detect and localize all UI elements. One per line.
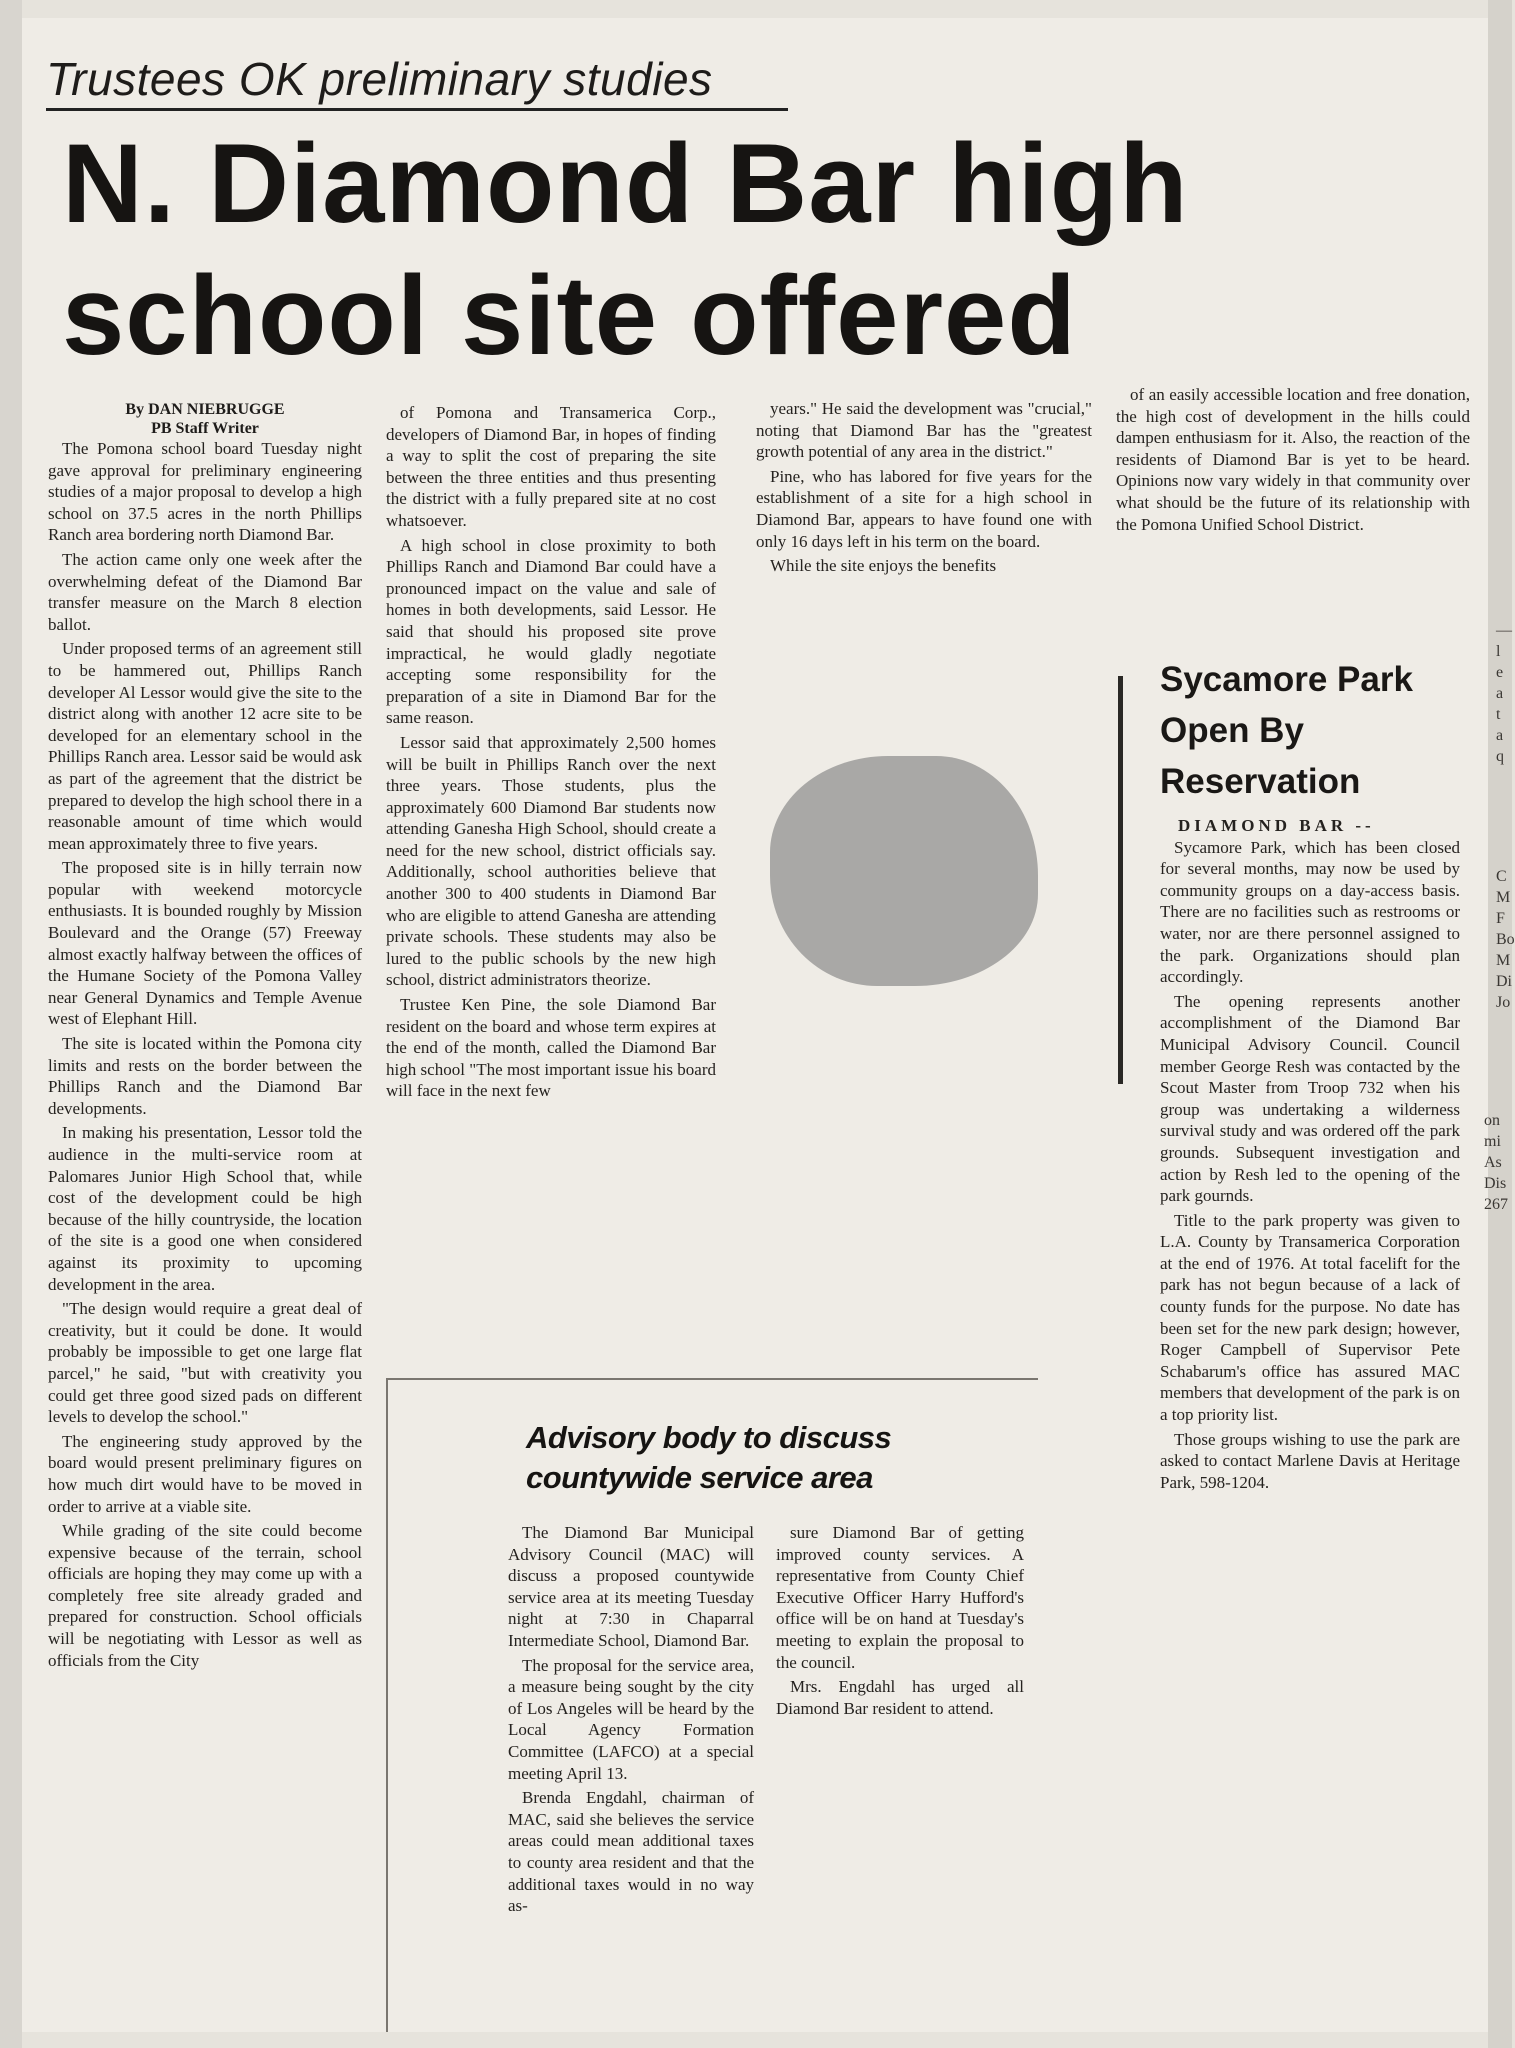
fragment-text: F [1496,910,1505,927]
adjacent-clipping-fragment-bottom [1484,1110,1508,1215]
main-story-paragraph: The site is located within the Pomona city limits and rests on the border between the Phillips Ranch and the Diamond Bar developments. [48,1034,362,1118]
headline-line-1: N. Diamond Bar high [62,121,1189,246]
byline [48,400,362,438]
sycamore-dateline: DIAMOND BAR -- [1178,816,1375,835]
advisory-paragraph: Mrs. Engdahl has urged all Diamond Bar resident to attend. [776,1677,1024,1718]
fragment-text: C [1496,868,1507,885]
fragment-text: q [1496,748,1504,765]
advisory-headline [526,1418,996,1498]
main-story-paragraph: Pine, who has labored for five years for the establishment of a site for a high school in Diamond Bar, appears to have found one with only 16 days left in his term on the board. [756,466,1092,551]
fragment-text: l [1496,643,1501,660]
redaction-smudge [770,756,1038,986]
byline-title: PB Staff Writer [151,420,259,437]
fragment-text: on [1484,1112,1500,1129]
main-story-paragraph: "The design would require a great deal of creativity, but it could be done. It would probably be impossible to get one large flat parcel," he said, "but with creativity you could get three good sized pads on different levels to develop the school." [48,1299,362,1427]
adjacent-clipping-fragment-top [1496,620,1512,767]
main-story-paragraph: of an easily accessible location and free donation, the high cost of development in the hills could dampen enthusiasm for it. Also, the reaction of the residents of Diamond Bar is yet to be heard. Opinions now vary widely in that community over what should be the future of its relationship with the Pomona Unified School District. [1116,385,1470,534]
advisory-headline-line-2: countywide service area [526,1460,873,1495]
fragment-text: Di [1496,973,1512,990]
main-story-paragraph: Trustee Ken Pine, the sole Diamond Bar resident on the board and whose term expires at the end of the month, called the Diamond Bar high school "The most important issue his board will face in the next few [386,995,716,1101]
sycamore-body [1160,815,1460,1493]
sycamore-paragraph: Sycamore Park, which has been closed for several months, may now be used by community groups on a day-access basis. There are no facilities such as restrooms or water, nor are there personnel assigned to the park. Organizations should plan accordingly. [1160,837,1460,987]
main-story-paragraph: While grading of the site could become expensive because of the terrain, school officials are hoping they may come up with a completely free site already graded and prepared for construction. School officials will be negotiating with Lessor as well as officials from the City [48,1521,362,1670]
advisory-paragraph: Brenda Engdahl, chairman of MAC, said she believes the service areas could mean additional taxes to county area resident and that the additional taxes would in no way as- [508,1788,754,1916]
advisory-paragraph: The proposal for the service area, a measure being sought by the city of Los Angeles will be heard by the Local Agency Formation Committee (LAFCO) at a special meeting April 13. [508,1655,754,1783]
main-story-column-4 [1116,384,1470,535]
headline-line-2: school site offered [62,253,1077,378]
main-story-paragraph: years." He said the development was "crucial," noting that Diamond Bar has the "greatest growth potential of any area in the district." [756,399,1092,462]
main-story-paragraph: While the site enjoys the benefits [770,556,997,576]
sycamore-headline [1160,654,1460,807]
main-story-paragraph: Under proposed terms of an agreement still to be hammered out, Phillips Ranch developer Al Lessor would give the site to the district along with another 12 acre site to be developed for an elementary school in the Phillips Ranch area. Lessor said be would ask as part of the agreement that the district be prepared to develop the high school there in a reasonable amount of time which would mean approximately three to five years. [48,639,362,853]
fragment-text: a [1496,727,1504,744]
fragment-text: mi [1484,1133,1501,1150]
main-story-paragraph: The action came only one week after the overwhelming defeat of the Diamond Bar transfer measure on the March 8 election ballot. [48,549,362,634]
fragment-text: Bo [1496,931,1515,948]
advisory-paragraph: The Diamond Bar Municipal Advisory Council (MAC) will discuss a proposed countywide service area at its meeting Tuesday night at 7:30 in Chaparral Intermediate School, Diamond Bar. [508,1523,754,1650]
main-headline [62,118,1442,382]
fragment-text: As [1484,1154,1502,1171]
fragment-text: Jo [1496,994,1511,1011]
fragment-text: a [1496,685,1504,702]
main-story-column-3 [756,398,1092,577]
main-story-paragraph: Lessor said that approximately 2,500 homes will be built in Phillips Ranch over the next three years. Those students, plus the approximately 600 Diamond Bar students now attending Ganesha High School, should create a need for the new school, district officials say. Additionally, school authorities believe that another 300 to 400 students in Diamond Bar who are eligible to attend Ganesha are attending private schools. These students may also be lured to the public schools by the new high school, district administrators theorize. [386,732,716,990]
sycamore-paragraph: Title to the park property was given to L.A. County by Transamerica Corporation at the end of 1976. At total facelift for the park has not begun because of a lack of county funds for the purpose. No date has been set for the new park design; however, Roger Campbell of Supervisor Pete Schabarum's office has assured MAC members that development of the park is on a top priority list. [1160,1210,1460,1425]
main-column-1-text [48,438,362,1671]
advisory-paragraph: sure Diamond Bar of getting improved county services. A representative from County Chief Executive Officer Harry Hufford's office will be on hand at Tuesday's meeting to explain the proposal to the council. [776,1523,1024,1672]
fragment-text: e [1496,664,1504,681]
main-story-paragraph: In making his presentation, Lessor told the audience in the multi-service room at Palomares Junior High School that, while cost of the development could be high because of the hilly countryside, the location of the site is a good one when considered against its proximity to upcoming development in the area. [48,1123,362,1294]
advisory-column-2 [776,1522,1024,1719]
sycamore-headline-line-2: Open By [1160,711,1304,750]
kicker-headline: Trustees OK preliminary studies [46,52,788,111]
fragment-text: — [1496,622,1512,639]
story-rule [1118,676,1123,1084]
main-story-column-2 [386,402,716,1102]
sycamore-paragraph: Those groups wishing to use the park are asked to contact Marlene Davis at Heritage Park, 598-1204. [1160,1429,1460,1492]
fragment-text: t [1496,706,1501,723]
sycamore-headline-line-3: Reservation [1160,762,1361,801]
fragment-text: Dis [1484,1175,1507,1192]
sycamore-paragraph: The opening represents another accomplishment of the Diamond Bar Municipal Advisory Council. Council member George Resh was contacted by the Scout Master from Troop 732 when his group was undertaking a wilderness survival study and was ordered off the park grounds. Subsequent investigation and action by Resh led to the opening of the park gournds. [1160,991,1460,1206]
sycamore-story [1160,654,1460,1493]
main-story-paragraph: The proposed site is in hilly terrain now popular with weekend motorcycle enthusiasts. It is bounded roughly by Mission Boulevard and the Orange (57) Freeway almost exactly halfway between the offices of the Humane Society of the Pomona Valley near General Dynamics and Temple Avenue west of Elephant Hill. [48,858,362,1029]
byline-name: By DAN NIEBRUGGE [125,401,285,418]
fragment-text: 267 [1484,1196,1508,1213]
fragment-text: M [1496,889,1511,906]
main-story-paragraph: of Pomona and Transamerica Corp., developers of Diamond Bar, in hopes of finding a way to split the cost of preparing the site between the three entities and thus presenting the district with a fully prepared site at no cost whatsoever. [386,403,716,530]
main-story-paragraph: The Pomona school board Tuesday night gave approval for preliminary engineering studies of a major proposal to develop a high school on 37.5 acres in the north Phillips Ranch area bordering north Diamond Bar. [48,439,362,545]
main-story-column-1 [48,400,362,1671]
sycamore-headline-line-1: Sycamore Park [1160,660,1413,699]
main-story-paragraph: The engineering study approved by the board would present preliminary figures on how much dirt would have to be moved in order to arrive at a viable site. [48,1431,362,1516]
main-story-paragraph: A high school in close proximity to both Phillips Ranch and Diamond Bar could have a pronounced impact on the value and sale of homes in both developments, said Lessor. He said that should his proposed site prove impractical, he would gladly negotiate accepting some responsibility for the preparation of a site in Diamond Bar for the same reason. [386,535,716,728]
fragment-text: M [1496,952,1511,969]
advisory-headline-line-1: Advisory body to discuss [526,1420,892,1455]
advisory-column-1 [508,1522,754,1917]
adjacent-clipping-fragment-middle [1496,866,1515,1013]
